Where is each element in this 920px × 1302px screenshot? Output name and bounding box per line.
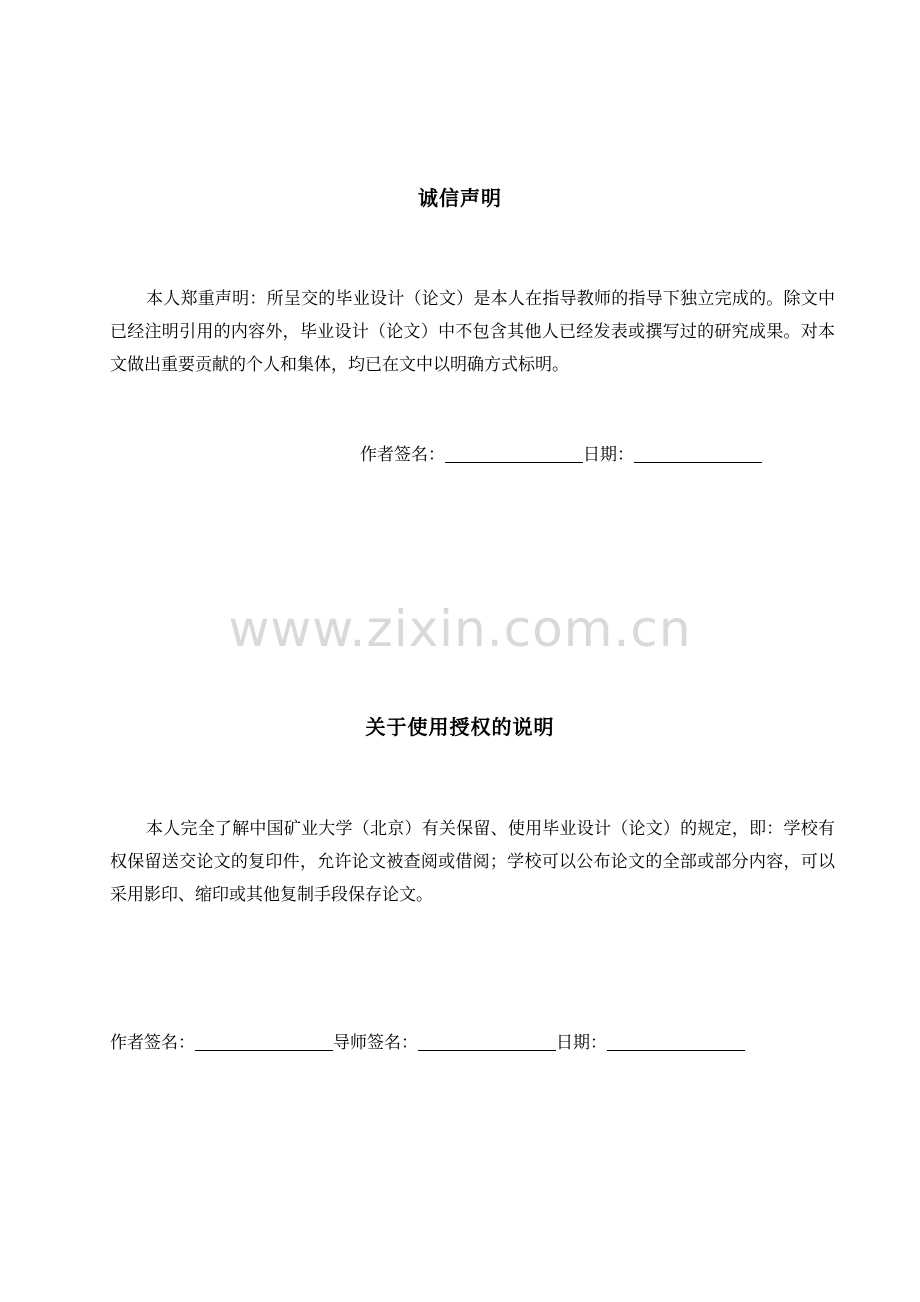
- authorization-body: 本人完全了解中国矿业大学（北京）有关保留、使用毕业设计（论文）的规定，即：学校有权保留送交论文的复印件，允许论文被查阅或借阅；学校可以公布论文的全部或部分内容，可以采用影印、缩印或其他复制手段保存论文。: [110, 819, 835, 905]
- authorization-title: 关于使用授权的说明: [365, 715, 555, 739]
- integrity-signature-row: [360, 440, 762, 465]
- advisor-signature-label: 导师签名：: [333, 1033, 418, 1053]
- date-label: 日期：: [556, 1033, 607, 1053]
- date-field[interactable]: [634, 444, 762, 463]
- author-signature-label: 作者签名：: [110, 1033, 195, 1053]
- integrity-statement-body: 本人郑重声明：所呈交的毕业设计（论文）是本人在指导教师的指导下独立完成的。除文中已经注明引用的内容外，毕业设计（论文）中不包含其他人已经发表或撰写过的研究成果。对本文做出重要贡献的个人和集体，均已在文中以明确方式标明。: [110, 289, 835, 375]
- date-label: 日期：: [583, 445, 634, 465]
- authorization-signature-row: [110, 1028, 745, 1053]
- advisor-signature-field[interactable]: [418, 1032, 556, 1051]
- author-signature-field[interactable]: [445, 444, 583, 463]
- watermark: www.zixin.com.cn: [228, 600, 692, 658]
- date-field[interactable]: [607, 1032, 745, 1051]
- integrity-statement-title: 诚信声明: [418, 186, 502, 210]
- author-signature-field[interactable]: [195, 1032, 333, 1051]
- author-signature-label: 作者签名：: [360, 445, 445, 465]
